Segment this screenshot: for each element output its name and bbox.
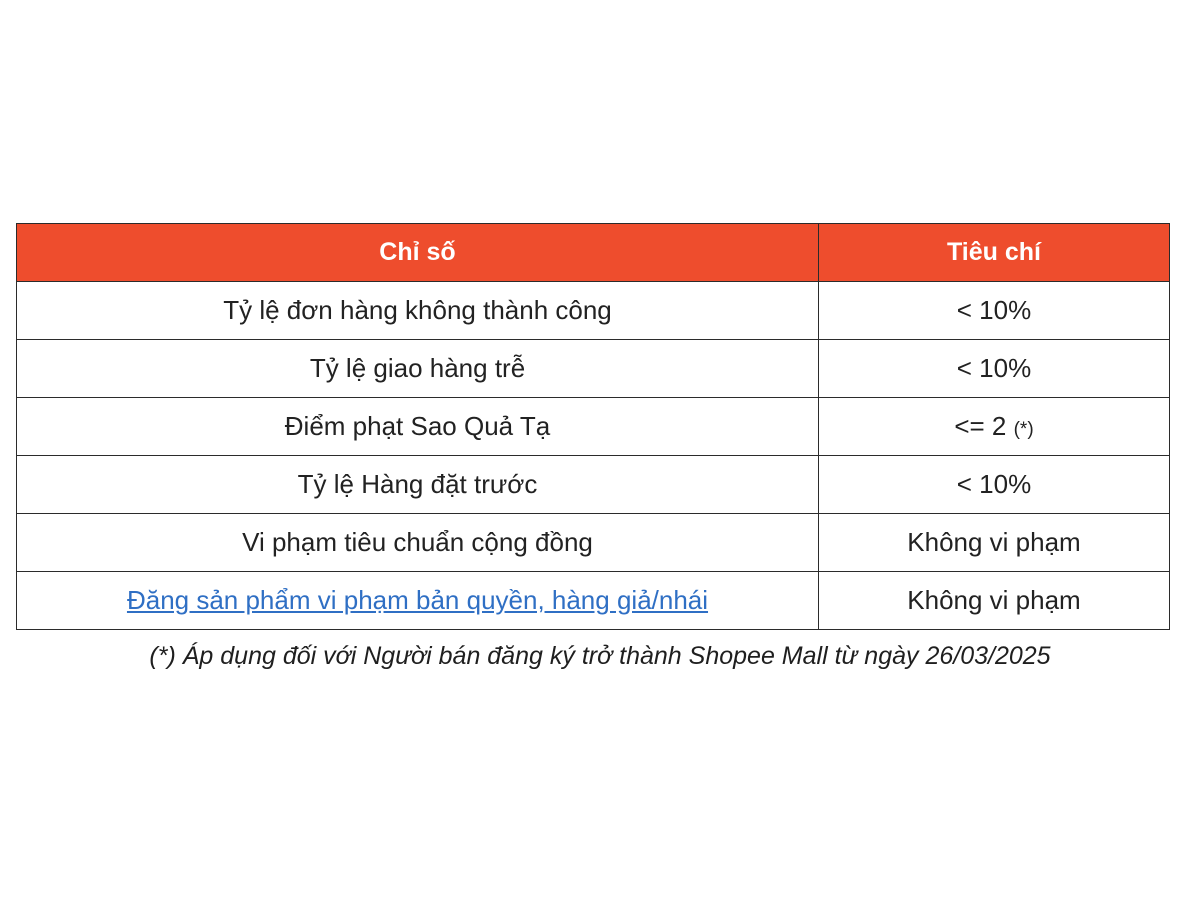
criteria-table [16, 223, 1170, 630]
metric-cell: Điểm phạt Sao Quả Tạ [17, 398, 819, 456]
table-row [17, 282, 1170, 340]
table-row [17, 398, 1170, 456]
table-row [17, 572, 1170, 630]
table-header-row [17, 224, 1170, 282]
metric-cell [17, 572, 819, 630]
criterion-value: <= 2 [954, 411, 1007, 441]
criterion-cell [819, 398, 1170, 456]
criterion-cell: < 10% [819, 456, 1170, 514]
criterion-cell: < 10% [819, 282, 1170, 340]
table-row [17, 456, 1170, 514]
criterion-cell: < 10% [819, 340, 1170, 398]
footnote-marker: (*) [1013, 419, 1034, 440]
metric-cell: Vi phạm tiêu chuẩn cộng đồng [17, 514, 819, 572]
copyright-violation-link[interactable]: Đăng sản phẩm vi phạm bản quyền, hàng giả/nhái [126, 585, 709, 615]
header-metric: Chỉ số [17, 224, 819, 282]
metric-cell: Tỷ lệ Hàng đặt trước [17, 456, 819, 514]
table-row [17, 340, 1170, 398]
metric-cell: Tỷ lệ giao hàng trễ [17, 340, 819, 398]
footnote: (*) Áp dụng đối với Người bán đăng ký trở thành Shopee Mall từ ngày 26/03/2025 [149, 642, 1051, 670]
metric-cell: Tỷ lệ đơn hàng không thành công [17, 282, 819, 340]
criterion-cell: Không vi phạm [819, 514, 1170, 572]
criterion-cell: Không vi phạm [819, 572, 1170, 630]
table-row [17, 514, 1170, 572]
header-criterion: Tiêu chí [819, 224, 1170, 282]
